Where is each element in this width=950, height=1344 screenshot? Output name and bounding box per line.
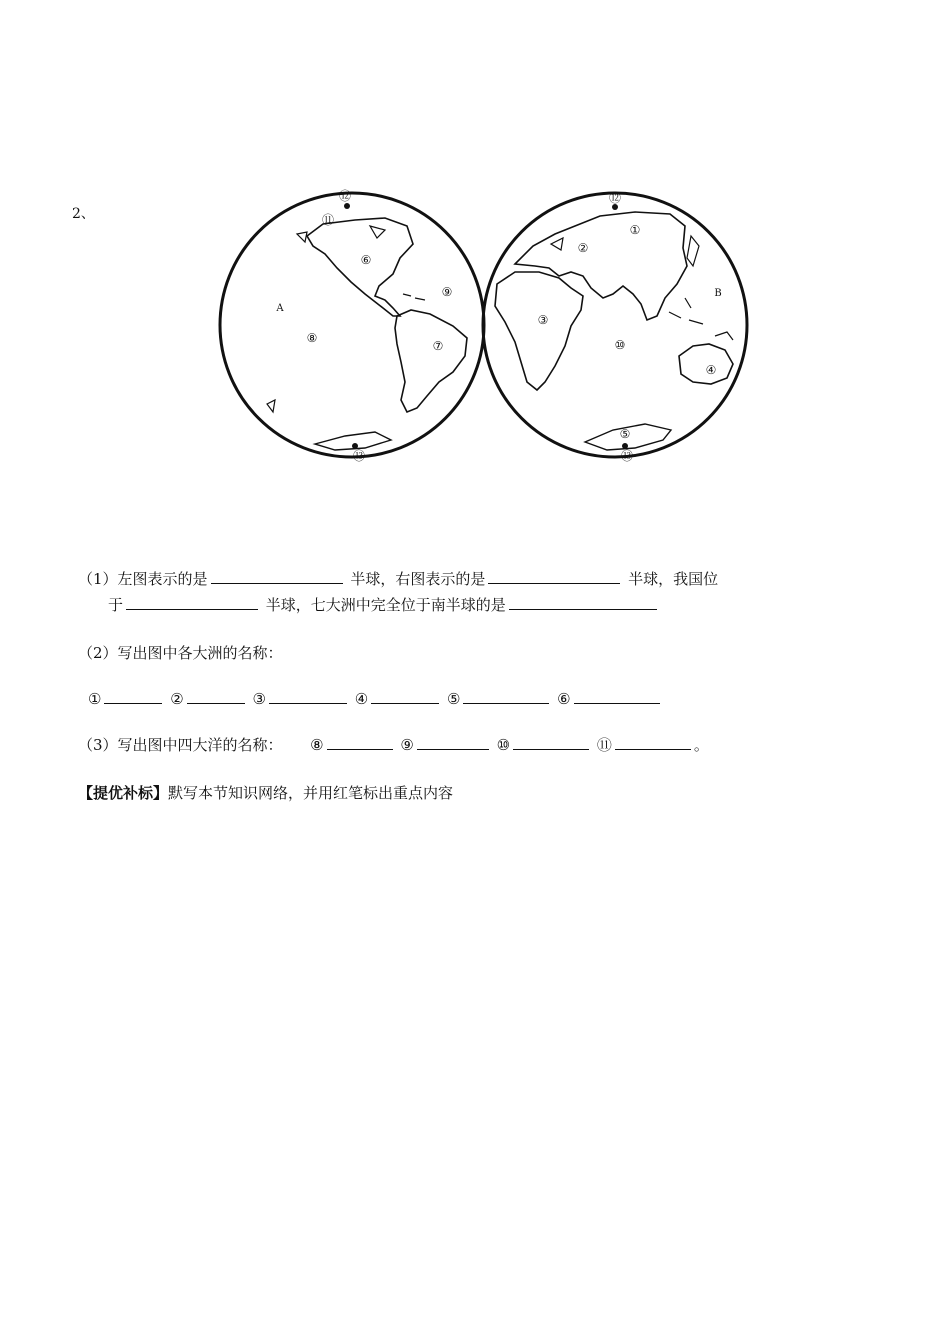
q2-label-2: ②	[170, 690, 184, 708]
extra-label: 【提优补标】	[78, 784, 169, 802]
q2-label-6: ⑥	[557, 690, 571, 708]
q3-label-9: ⑨	[400, 736, 414, 754]
label-oceania: ④	[705, 363, 717, 377]
q3-label-8: ⑧	[310, 736, 324, 754]
q2-title: （2）写出图中各大洲的名称：	[78, 644, 283, 662]
label-indian-ocean: ⑩	[614, 338, 626, 352]
q3-label-10: ⑩	[496, 736, 511, 754]
q2-label-3: ③	[252, 690, 266, 708]
label-asia: ①	[629, 223, 641, 237]
label-south-pole-right: ⑬	[620, 449, 634, 463]
q3-title: （3）写出图中四大洋的名称：	[78, 736, 283, 754]
q2-blank-4[interactable]	[371, 688, 439, 704]
q1-blank-china-hemisphere[interactable]	[126, 594, 258, 610]
north-america-shape	[307, 218, 413, 316]
label-north-pole-right: ⑫	[608, 191, 622, 205]
q3-blank-8[interactable]	[327, 734, 393, 750]
hemispheres-map	[215, 186, 755, 471]
extra-text: 默写本节知识网络，并用红笔标出重点内容	[168, 784, 454, 802]
extra-line	[78, 782, 453, 803]
q2-answers	[88, 688, 663, 708]
q3-blank-10[interactable]	[513, 734, 589, 750]
south-america-shape	[395, 310, 467, 412]
label-atlantic-ocean: ⑨	[441, 285, 453, 299]
q1-blank-southern-continent[interactable]	[509, 594, 657, 610]
africa-shape	[495, 272, 583, 390]
q3-end: 。	[693, 736, 709, 754]
q2-blank-3[interactable]	[269, 688, 347, 704]
q2-blank-6[interactable]	[574, 688, 660, 704]
q2-blank-5[interactable]	[463, 688, 549, 704]
q3-line	[78, 734, 709, 755]
q1-blank-right-hemisphere[interactable]	[488, 568, 620, 584]
q2-label-5: ⑤	[446, 690, 461, 708]
label-south-america: ⑦	[432, 339, 444, 353]
label-antarctica: ⑤	[619, 427, 631, 441]
q3-blank-11[interactable]	[615, 734, 691, 750]
q3-label-11: ⑪	[596, 736, 612, 754]
label-europe: ②	[577, 241, 589, 255]
western-hemisphere-outline	[220, 193, 484, 457]
q2-blank-2[interactable]	[187, 688, 245, 704]
eurasia-shape	[515, 212, 687, 320]
q1-text-d: 于	[108, 596, 124, 614]
label-north-america: ⑥	[360, 253, 372, 267]
eastern-hemisphere-outline	[483, 193, 747, 457]
q1-text-c: 半球，我国位	[628, 570, 719, 588]
q2-blank-1[interactable]	[104, 688, 162, 704]
q1-blank-left-hemisphere[interactable]	[211, 568, 343, 584]
q2-label-4: ④	[354, 690, 369, 708]
label-africa: ③	[537, 313, 549, 327]
label-letter-b: B	[714, 288, 722, 299]
label-arctic-ocean: ⑪	[321, 213, 335, 227]
q3-blank-9[interactable]	[417, 734, 489, 750]
label-pacific-ocean: ⑧	[306, 331, 318, 345]
label-north-pole-left: ⑫	[338, 189, 352, 203]
q1-text-b: 半球，右图表示的是	[350, 570, 486, 588]
q2-label-1: ①	[88, 690, 102, 708]
label-letter-a: A	[276, 303, 284, 314]
q1-line2	[108, 594, 660, 615]
question-number: 2、	[72, 206, 95, 222]
q1-text-e: 半球，七大洲中完全位于南半球的是	[265, 596, 506, 614]
q1-text-a: （1）左图表示的是	[78, 570, 208, 588]
label-south-pole-left: ⑬	[352, 449, 366, 463]
q1-line1	[78, 568, 718, 589]
